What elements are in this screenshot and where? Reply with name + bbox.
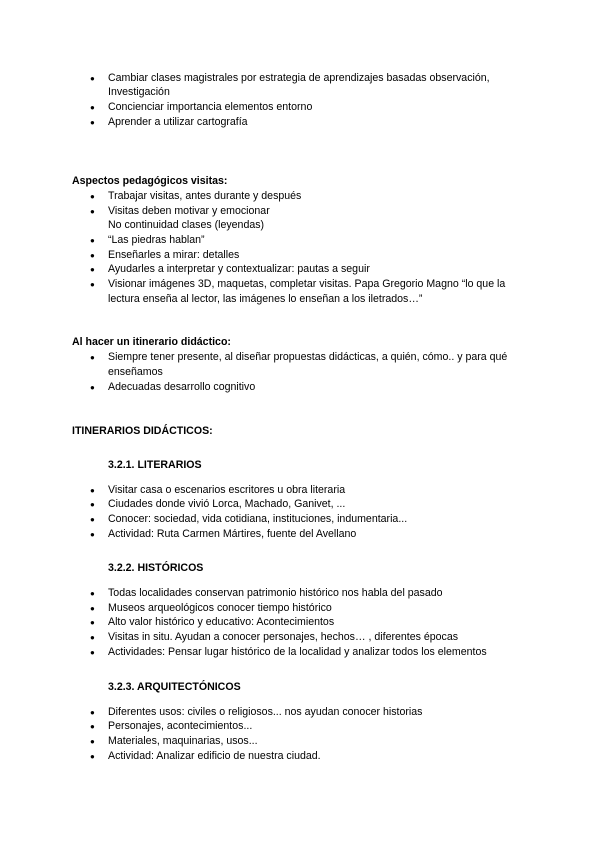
list-item: Todas localidades conservan patrimonio histórico nos habla del pasado	[108, 587, 443, 599]
bullet-icon: ●	[90, 192, 95, 201]
bullet-icon: ●	[90, 708, 95, 717]
list-item: Cambiar clases magistrales por estrategia de aprendizajes basadas observación,	[108, 72, 490, 84]
bullet-icon: ●	[90, 251, 95, 260]
list-item: Ciudades donde vivió Lorca, Machado, Ganivet, ...	[108, 498, 346, 510]
list-item: Ayudarles a interpretar y contextualizar: pautas a seguir	[108, 263, 370, 275]
list-item: Aprender a utilizar cartografía	[108, 116, 248, 128]
main-heading: ITINERARIOS DIDÁCTICOS:	[72, 425, 213, 437]
section-heading: Al hacer un itinerario didáctico:	[72, 336, 231, 348]
bullet-icon: ●	[90, 103, 95, 112]
subsection-heading: 3.2.2. HISTÓRICOS	[108, 562, 204, 574]
list-item: Adecuadas desarrollo cognitivo	[108, 381, 256, 393]
list-item: Visionar imágenes 3D, maquetas, completar visitas. Papa Gregorio Magno “lo que la	[108, 278, 506, 290]
bullet-icon: ●	[90, 500, 95, 509]
list-item-continuation: lectura enseña al lector, las imágenes lo enseñan a los iletrados…”	[108, 293, 423, 305]
bullet-icon: ●	[90, 530, 95, 539]
bullet-icon: ●	[90, 236, 95, 245]
bullet-icon: ●	[90, 486, 95, 495]
list-item-continuation: Investigación	[108, 86, 170, 98]
list-item: “Las piedras hablan”	[108, 234, 205, 246]
list-item: Actividades: Pensar lugar histórico de la localidad y analizar todos los elementos	[108, 646, 487, 658]
list-item: Personajes, acontecimientos...	[108, 720, 253, 732]
bullet-icon: ●	[90, 353, 95, 362]
list-item: Materiales, maquinarias, usos...	[108, 735, 258, 747]
bullet-icon: ●	[90, 752, 95, 761]
bullet-icon: ●	[90, 648, 95, 657]
list-item: Siempre tener presente, al diseñar propuestas didácticas, a quién, cómo.. y para qué	[108, 351, 508, 363]
list-item: Actividad: Analizar edificio de nuestra ciudad.	[108, 750, 321, 762]
bullet-icon: ●	[90, 207, 95, 216]
bullet-icon: ●	[90, 118, 95, 127]
list-item: Alto valor histórico y educativo: Acontecimientos	[108, 616, 335, 628]
list-item: Conocer: sociedad, vida cotidiana, instituciones, indumentaria...	[108, 513, 408, 525]
list-item: Actividad: Ruta Carmen Mártires, fuente del Avellano	[108, 528, 357, 540]
bullet-icon: ●	[90, 722, 95, 731]
bullet-icon: ●	[90, 604, 95, 613]
list-item: Concienciar importancia elementos entorno	[108, 101, 313, 113]
bullet-icon: ●	[90, 589, 95, 598]
list-item: Enseñarles a mirar: detalles	[108, 249, 240, 261]
list-item: Trabajar visitas, antes durante y después	[108, 190, 302, 202]
list-item: Visitas in situ. Ayudan a conocer personajes, hechos… , diferentes épocas	[108, 631, 459, 643]
bullet-icon: ●	[90, 737, 95, 746]
list-item: Museos arqueológicos conocer tiempo histórico	[108, 602, 332, 614]
bullet-icon: ●	[90, 633, 95, 642]
bullet-icon: ●	[90, 383, 95, 392]
list-item: Diferentes usos: civiles o religiosos... nos ayudan conocer historias	[108, 706, 423, 718]
subsection-heading: 3.2.1. LITERARIOS	[108, 459, 202, 471]
bullet-icon: ●	[90, 265, 95, 274]
list-item: Visitar casa o escenarios escritores u obra literaria	[108, 484, 346, 496]
section-heading: Aspectos pedagógicos visitas:	[72, 175, 228, 187]
bullet-icon: ●	[90, 74, 95, 83]
bullet-icon: ●	[90, 515, 95, 524]
bullet-icon: ●	[90, 280, 95, 289]
list-item-continuation: enseñamos	[108, 366, 163, 378]
subsection-heading: 3.2.3. ARQUITECTÓNICOS	[108, 681, 241, 693]
bullet-icon: ●	[90, 618, 95, 627]
list-item: Visitas deben motivar y emocionar	[108, 205, 270, 217]
list-item-continuation: No continuidad clases (leyendas)	[108, 219, 265, 231]
